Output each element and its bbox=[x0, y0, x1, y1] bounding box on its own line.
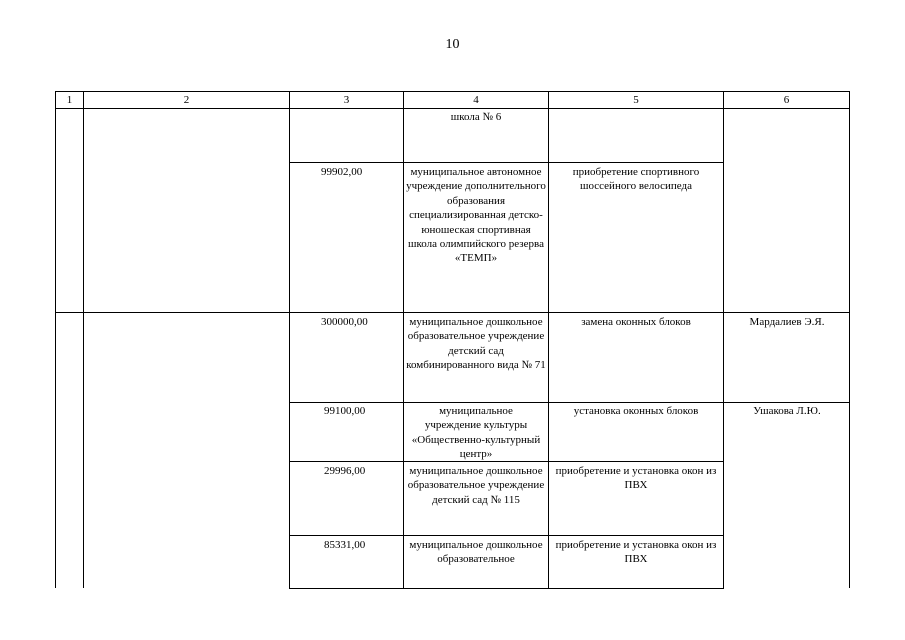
column-divider bbox=[83, 91, 84, 588]
column-divider bbox=[548, 91, 549, 589]
row-responsible: Ушакова Л.Ю. bbox=[753, 405, 821, 417]
row-institution: муниципальное автономное учреждение дополнительного образования специализированная детско-юношеская спортивная школа олимпийского резерва «ТЕМП» bbox=[406, 166, 546, 265]
row-institution: муниципальное учреждение культуры «Общественно-культурный центр» bbox=[411, 405, 541, 461]
table-border-right bbox=[849, 91, 850, 588]
header-col-6: 6 bbox=[783, 94, 790, 106]
row-institution: муниципальное дошкольное образовательное учреждение детский сад № 115 bbox=[407, 465, 545, 506]
row-purpose: приобретение и установка окон из ПВХ bbox=[555, 465, 717, 492]
row-amount: 85331,00 bbox=[324, 539, 366, 551]
row-purpose: приобретение и установка окон из ПВХ bbox=[555, 539, 717, 566]
row-divider bbox=[289, 402, 850, 403]
column-divider bbox=[289, 91, 290, 589]
row-divider bbox=[55, 312, 850, 313]
row-purpose: установка оконных блоков bbox=[573, 405, 699, 417]
row-divider bbox=[289, 162, 723, 163]
header-col-4: 4 bbox=[473, 94, 479, 106]
row-responsible: Мардалиев Э.Я. bbox=[749, 316, 825, 328]
row-institution: муниципальное дошкольное образовательное bbox=[409, 539, 543, 566]
column-divider bbox=[723, 91, 724, 589]
header-col-1: 1 bbox=[66, 94, 73, 106]
page-number: 10 bbox=[445, 37, 460, 52]
header-divider bbox=[55, 108, 850, 109]
header-col-5: 5 bbox=[633, 94, 639, 106]
row-divider bbox=[289, 588, 723, 589]
row-amount: 29996,00 bbox=[324, 465, 366, 477]
header-col-3: 3 bbox=[343, 94, 350, 106]
row-institution: школа № 6 bbox=[450, 111, 502, 123]
header-col-2: 2 bbox=[183, 94, 190, 106]
row-amount: 99100,00 bbox=[324, 405, 366, 417]
row-purpose: приобретение спортивного шоссейного велосипеда bbox=[572, 166, 700, 193]
row-purpose: замена оконных блоков bbox=[581, 316, 691, 328]
row-amount: 99902,00 bbox=[321, 166, 363, 178]
row-divider bbox=[289, 535, 723, 536]
table-border-left bbox=[55, 91, 56, 588]
row-institution: муниципальное дошкольное образовательное учреждение детский сад комбинированного вида № 71 bbox=[406, 316, 546, 372]
column-divider bbox=[403, 91, 404, 589]
row-amount: 300000,00 bbox=[321, 316, 368, 328]
